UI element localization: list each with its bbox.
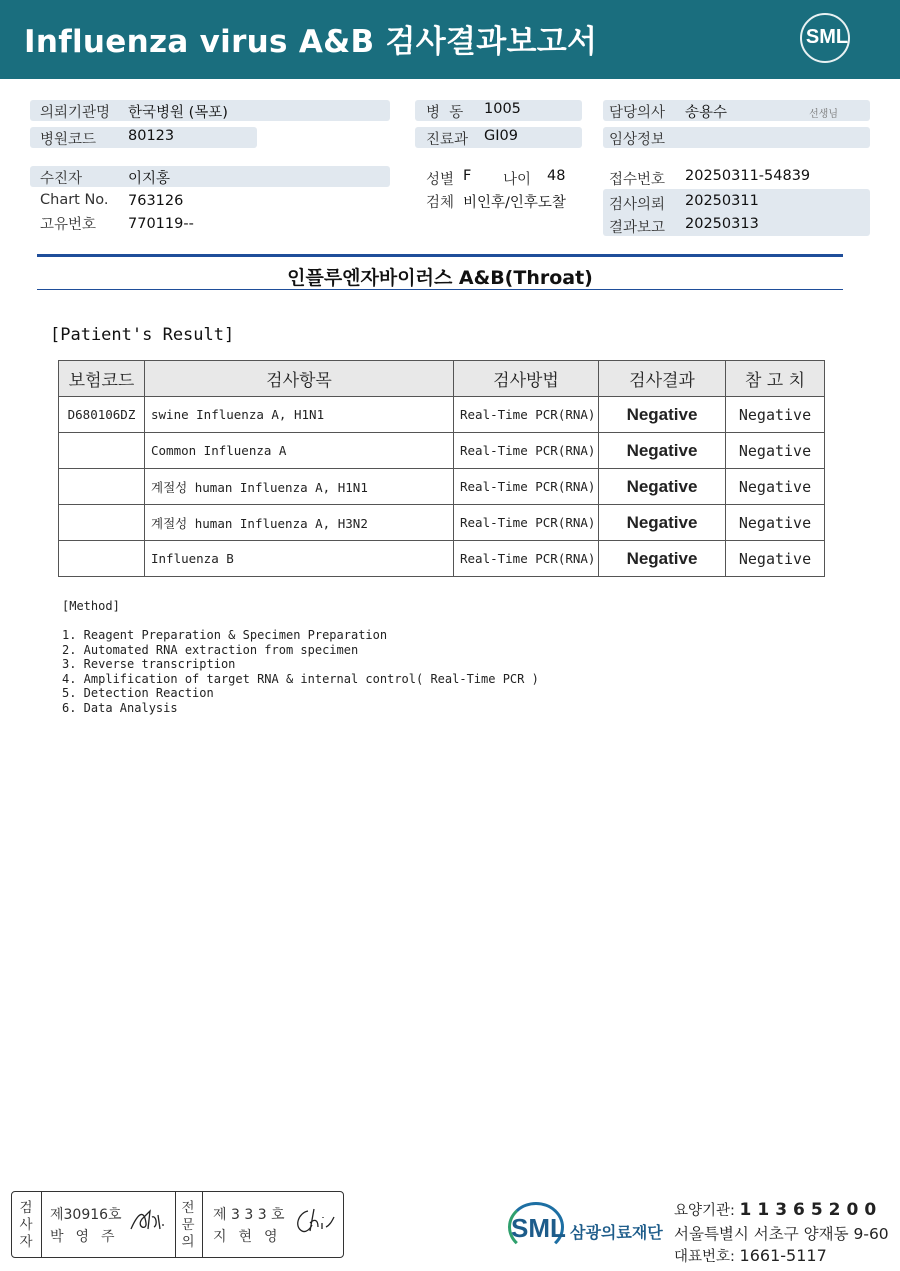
patient-result-label: [Patient's Result]: [50, 325, 235, 345]
specimen-value: 비인후/인후도찰: [463, 195, 566, 211]
specialist-number: 제 3 3 3 호: [213, 1207, 285, 1223]
method-step: 1. Reagent Preparation & Specimen Preparation: [62, 628, 388, 642]
chart-no-value: 763126: [128, 193, 184, 209]
dept-label: 진료과: [426, 132, 469, 148]
signature-divider: [202, 1192, 203, 1257]
ward-label: 병 동: [426, 105, 464, 121]
report-title: Influenza virus A&B 검사결과보고서: [24, 24, 598, 60]
row-item: Common Influenza A: [145, 433, 454, 469]
patient-value: 이지홍: [128, 171, 171, 187]
doctor-label: 담당의사: [609, 105, 666, 121]
signature-divider: [175, 1192, 176, 1257]
row-reference: Negative: [726, 397, 825, 433]
chart-no-label: Chart No.: [40, 192, 109, 208]
table-row: [59, 433, 825, 469]
row-result: Negative: [599, 541, 726, 577]
row-method: Real-Time PCR(RNA): [454, 469, 599, 505]
method-heading: [Method]: [62, 599, 120, 613]
hospital-code-label: 병원코드: [40, 132, 97, 148]
row-method: Real-Time PCR(RNA): [454, 433, 599, 469]
header-test-item: 검사항목: [145, 361, 454, 397]
method-step: 6. Data Analysis: [62, 700, 178, 715]
request-date-value: 20250311: [685, 193, 759, 209]
ward-value: 1005: [484, 101, 521, 117]
care-number: 11365200: [739, 1200, 883, 1220]
row-item: Influenza B: [145, 541, 454, 577]
clinical-label: 임상정보: [609, 132, 666, 148]
phone-label: 대표번호:: [674, 1249, 735, 1265]
request-date-label: 검사의뢰: [609, 197, 666, 213]
method-step: 5. Detection Reaction: [62, 686, 214, 701]
doctor-value: 송용수: [685, 105, 728, 121]
row-reference: Negative: [726, 505, 825, 541]
results-table: [58, 360, 825, 577]
report-date-value: 20250313: [685, 216, 759, 232]
specialist-signature-icon: [292, 1205, 336, 1237]
hospital-code-value: 80123: [128, 128, 175, 144]
unique-no-label: 고유번호: [40, 217, 97, 233]
row-result: Negative: [599, 469, 726, 505]
header-test-method: 검사방법: [454, 361, 599, 397]
specialist-name: 지현영: [213, 1229, 290, 1245]
care-label: 요양기관:: [674, 1203, 735, 1219]
examiner-label: 검 사 자: [19, 1200, 33, 1250]
test-title: 인플루엔자바이러스 A&B(Throat): [287, 267, 593, 289]
title-rule-top: [37, 254, 843, 257]
examiner-number: 제30916호: [50, 1207, 122, 1223]
header-insurance-code: 보험코드: [59, 361, 145, 397]
method-step: 4. Amplification of target RNA & internal control( Real-Time PCR ): [62, 671, 539, 686]
unique-no-value: 770119--: [128, 216, 194, 232]
row-code: [59, 505, 145, 541]
row-item: 계절성 human Influenza A, H3N2: [145, 505, 454, 541]
signature-divider: [41, 1192, 42, 1257]
footer-logo-text: SML: [511, 1213, 566, 1243]
row-method: Real-Time PCR(RNA): [454, 541, 599, 577]
sex-value: F: [463, 168, 472, 184]
row-result: Negative: [599, 397, 726, 433]
dept-value: GI09: [484, 128, 518, 144]
method-list: [62, 628, 539, 716]
row-code: [59, 469, 145, 505]
table-header-row: [59, 361, 825, 397]
table-row: [59, 469, 825, 505]
row-method: Real-Time PCR(RNA): [454, 505, 599, 541]
method-step: 2. Automated RNA extraction from specimen: [62, 642, 359, 657]
table-row: [59, 397, 825, 433]
row-method: Real-Time PCR(RNA): [454, 397, 599, 433]
doctor-suffix: 선생님: [809, 109, 838, 120]
method-step: 3. Reverse transcription: [62, 657, 236, 672]
examiner-signature-icon: [128, 1205, 168, 1235]
patient-label: 수진자: [40, 171, 83, 187]
header-test-result: 검사결과: [599, 361, 726, 397]
institution-value: 한국병원 (목포): [128, 105, 228, 121]
row-reference: Negative: [726, 541, 825, 577]
specialist-label: 전 문 의: [181, 1200, 195, 1250]
institution-label: 의뢰기관명: [40, 105, 111, 121]
row-item: swine Influenza A, H1N1: [145, 397, 454, 433]
table-row: [59, 541, 825, 577]
specimen-label: 검체: [426, 195, 455, 211]
row-result: Negative: [599, 433, 726, 469]
age-value: 48: [547, 168, 566, 184]
row-code: D680106DZ: [59, 397, 145, 433]
examiner-name: 박영주: [50, 1229, 127, 1245]
phone-number: 1661-5117: [739, 1246, 827, 1265]
report-date-label: 결과보고: [609, 220, 666, 236]
sex-label: 성별: [426, 172, 455, 188]
patient-row-bg: [30, 166, 390, 187]
table-row: [59, 505, 825, 541]
row-result: Negative: [599, 505, 726, 541]
header-logo-text: SML: [805, 26, 849, 48]
row-code: [59, 541, 145, 577]
row-reference: Negative: [726, 433, 825, 469]
footer-address: 서울특별시 서초구 양재동 9-60: [674, 1225, 889, 1243]
row-item: 계절성 human Influenza A, H1N1: [145, 469, 454, 505]
accession-value: 20250311-54839: [685, 168, 811, 184]
header-reference: 참 고 치: [726, 361, 825, 397]
title-rule-bottom: [37, 289, 843, 290]
footer-phone: [674, 1245, 827, 1266]
age-label: 나이: [503, 172, 532, 188]
accession-label: 접수번호: [609, 172, 666, 188]
footer-org-name: 삼광의료재단: [570, 1223, 663, 1242]
care-institution: [674, 1199, 882, 1220]
row-reference: Negative: [726, 469, 825, 505]
row-code: [59, 433, 145, 469]
